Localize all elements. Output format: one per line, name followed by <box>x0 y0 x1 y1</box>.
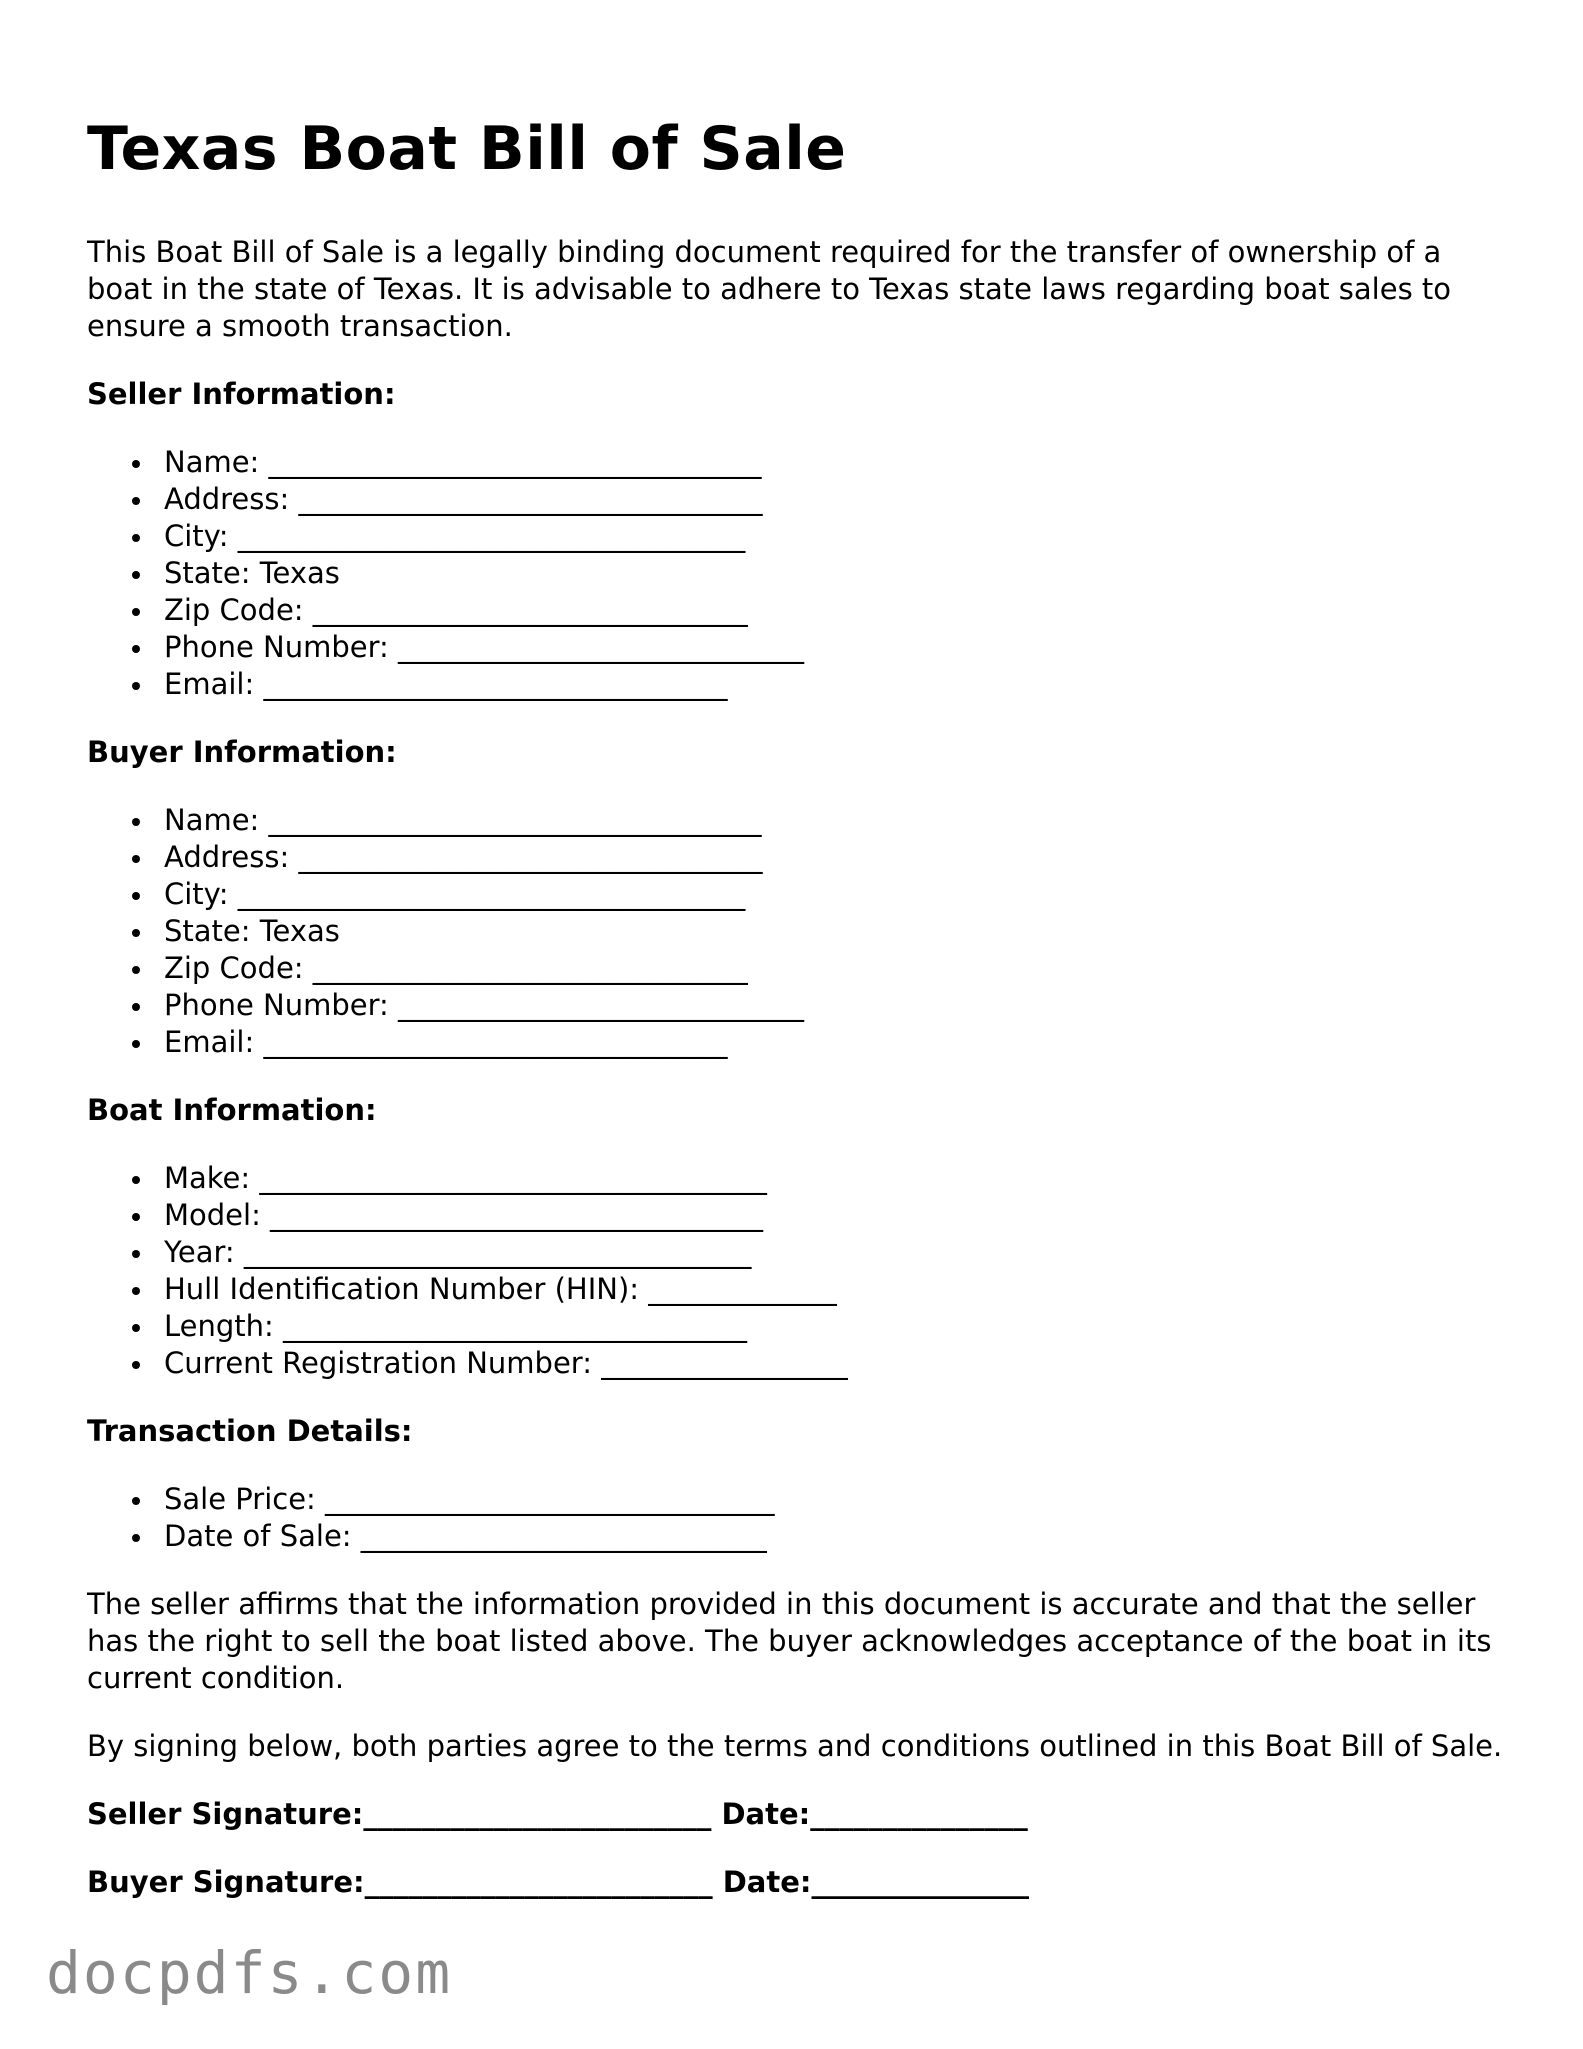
sale-price-field[interactable]: Sale Price: _______________________________ <box>87 1481 1507 1518</box>
buyer-zip-field[interactable]: Zip Code: ______________________________ <box>87 950 1507 987</box>
buyer-info-list <box>87 802 1507 1061</box>
transaction-heading: Transaction Details: <box>87 1414 413 1448</box>
buyer-phone-field[interactable]: Phone Number: ____________________________ <box>87 987 1507 1024</box>
buyer-state-field: State: Texas <box>87 913 1507 950</box>
sale-date-field[interactable]: Date of Sale: ____________________________ <box>87 1518 1507 1555</box>
intro-paragraph: This Boat Bill of Sale is a legally binding document required for the transfer of ownership of a boat in the state of Texas. It is advisable to adhere to Texas state laws regarding boat sales to ensure a smooth transaction. <box>87 235 1452 343</box>
seller-heading: Seller Information: <box>87 377 396 411</box>
seller-state-field: State: Texas <box>87 555 1507 592</box>
buyer-city-field[interactable]: City: ___________________________________ <box>87 876 1507 913</box>
boat-model-field[interactable]: Model: __________________________________ <box>87 1197 1507 1234</box>
buyer-email-field[interactable]: Email: ________________________________ <box>87 1024 1507 1061</box>
buyer-address-field[interactable]: Address: ________________________________ <box>87 839 1507 876</box>
boat-year-field[interactable]: Year: ___________________________________ <box>87 1234 1507 1271</box>
affirmation-paragraph: The seller affirms that the information provided in this document is accurate and that the seller has the right to sell the boat listed above. The buyer acknowledges acceptance of the boat in its current condition. <box>87 1587 1492 1695</box>
boat-hin-field[interactable]: Hull Identification Number (HIN): _____________ <box>87 1271 1507 1308</box>
document-title: Texas Boat Bill of Sale <box>87 114 847 184</box>
agreement-paragraph: By signing below, both parties agree to the terms and conditions outlined in this Boat Bill of Sale. <box>87 1729 1503 1763</box>
seller-zip-field[interactable]: Zip Code: ______________________________ <box>87 592 1507 629</box>
document-page <box>87 104 1507 1932</box>
seller-email-field[interactable]: Email: ________________________________ <box>87 666 1507 703</box>
seller-address-field[interactable]: Address: ________________________________ <box>87 481 1507 518</box>
boat-heading: Boat Information: <box>87 1093 377 1127</box>
buyer-name-field[interactable]: Name: __________________________________ <box>87 802 1507 839</box>
boat-registration-field[interactable]: Current Registration Number: _________________ <box>87 1345 1507 1382</box>
buyer-heading: Buyer Information: <box>87 735 397 769</box>
seller-name-field[interactable]: Name: __________________________________ <box>87 444 1507 481</box>
watermark-logo: docpdfs.com <box>46 1939 453 2007</box>
boat-info-list <box>87 1160 1507 1382</box>
seller-info-list <box>87 444 1507 703</box>
seller-city-field[interactable]: City: ___________________________________ <box>87 518 1507 555</box>
transaction-list <box>87 1481 1507 1555</box>
seller-phone-field[interactable]: Phone Number: ____________________________ <box>87 629 1507 666</box>
boat-make-field[interactable]: Make: ___________________________________ <box>87 1160 1507 1197</box>
seller-signature-line[interactable]: Seller Signature:________________________ Date:_______________ <box>87 1797 1028 1831</box>
buyer-signature-line[interactable]: Buyer Signature:________________________ Date:_______________ <box>87 1865 1029 1899</box>
boat-length-field[interactable]: Length: ________________________________ <box>87 1308 1507 1345</box>
